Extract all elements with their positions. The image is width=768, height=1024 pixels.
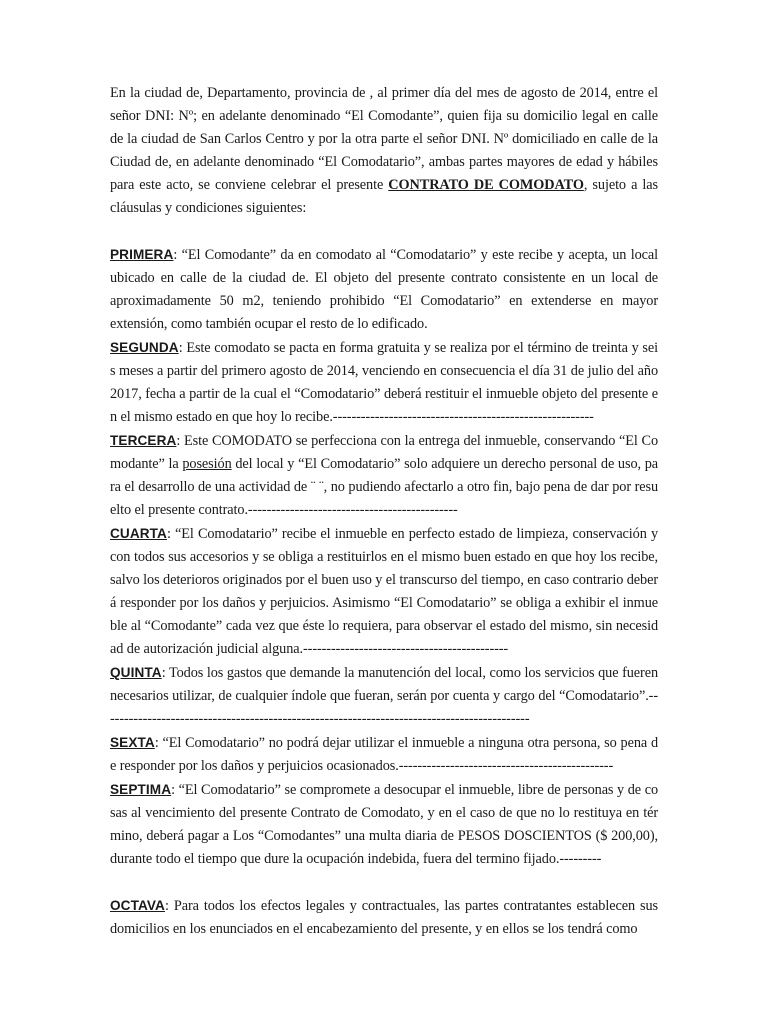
- clause-heading: SEXTA: [110, 735, 155, 750]
- clause-segunda: [110, 336, 658, 429]
- intro-text: En la ciudad de, Departamento, provincia de , al primer día del mes de agosto de 2014, entre el señor DNI: Nº; en adelante denominado “El Comodante”, quien fija su domicilio legal en calle de la ciudad de San Carlos Centro y por la otra parte el señor DNI. Nº domiciliado en calle de la Ciudad de, en adelante denominado “El Comodatario”, ambas partes mayores de edad y hábiles para este acto, se conviene celebrar el presente: [110, 85, 658, 193]
- clause-octava: [110, 894, 658, 941]
- clause-heading: TERCERA: [110, 433, 177, 448]
- clause-tercera: [110, 429, 658, 522]
- clause-text: : “El Comodatario” recibe el inmueble en perfecto estado de limpieza, conservación y con todos sus accesorios y se obliga a restituirlos en el mismo buen estado en que hoy los recibe, salvo los deterioros originados por el buen uso y el transcurso del tiempo, en caso contrario deberá responder por los daños y perjuicios. Asimismo “El Comodatario” se obliga a exhibir el inmueble al “Comodante” cada vez que éste lo requiera, para observar el estado del mismo, sin necesidad de autorización judicial alguna.--------------------------------------------: [110, 526, 658, 657]
- clause-text: : Este COMODATO se perfecciona con la entrega del inmueble, conservando “El Comodante” la: [110, 433, 658, 472]
- clause-text: : “El Comodatario” se compromete a desocupar el inmueble, libre de personas y de cosas al vencimiento del presente Contrato de Comodato, y en el caso de que no lo restituya en término, deberá pagar a Los “Comodantes” una multa diaria de PESOS DOSCIENTOS ($ 200,00), durante todo el tiempo que dure la ocupación indebida, fuera del termino fijado.---------: [110, 782, 658, 867]
- intro-paragraph: [110, 82, 658, 220]
- clause-text: : Este comodato se pacta en forma gratuita y se realiza por el término de treinta y seis meses a partir del primero agosto de 2014, venciendo en consecuencia el día 31 de julio del año 2017, fecha a partir de la cual el “Comodatario” deberá restituir el inmueble objeto del presente en el mismo estado en que hoy lo recibe.--------------------------------------------------------: [110, 340, 658, 425]
- clause-quinta: [110, 661, 658, 731]
- clause-text: : Todos los gastos que demande la manutención del local, como los servicios que fueren necesarios utilizar, de cualquier índole que fueran, serán por cuenta y cargo del “Comodatario”.--------------------------------------------------------------------------------------------: [110, 665, 658, 727]
- clause-sexta: [110, 731, 658, 778]
- clause-cuarta: [110, 522, 658, 661]
- clause-heading: CUARTA: [110, 526, 167, 541]
- clause-heading: QUINTA: [110, 665, 162, 680]
- clause-heading: PRIMERA: [110, 247, 174, 262]
- contract-body: [110, 82, 658, 941]
- clause-text-cont: del local y “El Comodatario” solo adquiere un derecho personal de uso, para el desarrollo de una actividad de ¨ ¨, no pudiendo afectarlo a otro fin, bajo pena de dar por resuelto el presente contrato.---------------------------------------------: [110, 456, 659, 518]
- clause-heading: OCTAVA: [110, 898, 165, 913]
- clause-septima: [110, 778, 658, 871]
- intro-text-end: , sujeto a las cláusulas y condiciones siguientes:: [110, 177, 658, 216]
- underlined-word: posesión: [182, 456, 232, 472]
- clause-text: : Para todos los efectos legales y contractuales, las partes contratantes establecen sus domicilios en los enunciados en el encabezamiento del presente, y en ellos se los tendrá como: [110, 898, 658, 937]
- clause-text: : “El Comodatario” no podrá dejar utilizar el inmueble a ninguna otra persona, so pena de responder por los daños y perjuicios ocasionados.----------------------------------------------: [110, 735, 658, 774]
- blank-line: [110, 871, 658, 894]
- blank-line: [110, 220, 658, 243]
- contract-title: CONTRATO DE COMODATO: [388, 177, 584, 193]
- clause-heading: SEPTIMA: [110, 782, 172, 797]
- clause-primera: [110, 243, 658, 336]
- clause-heading: SEGUNDA: [110, 340, 179, 355]
- clause-text: : “El Comodante” da en comodato al “Comodatario” y este recibe y acepta, un local ubicado en calle de la ciudad de. El objeto del presente contrato consistente en un local de aproximadamente 50 m2, teniendo prohibido “El Comodatario” en extenderse en mayor extensión, como también ocupar el resto de lo edificado.: [110, 247, 658, 332]
